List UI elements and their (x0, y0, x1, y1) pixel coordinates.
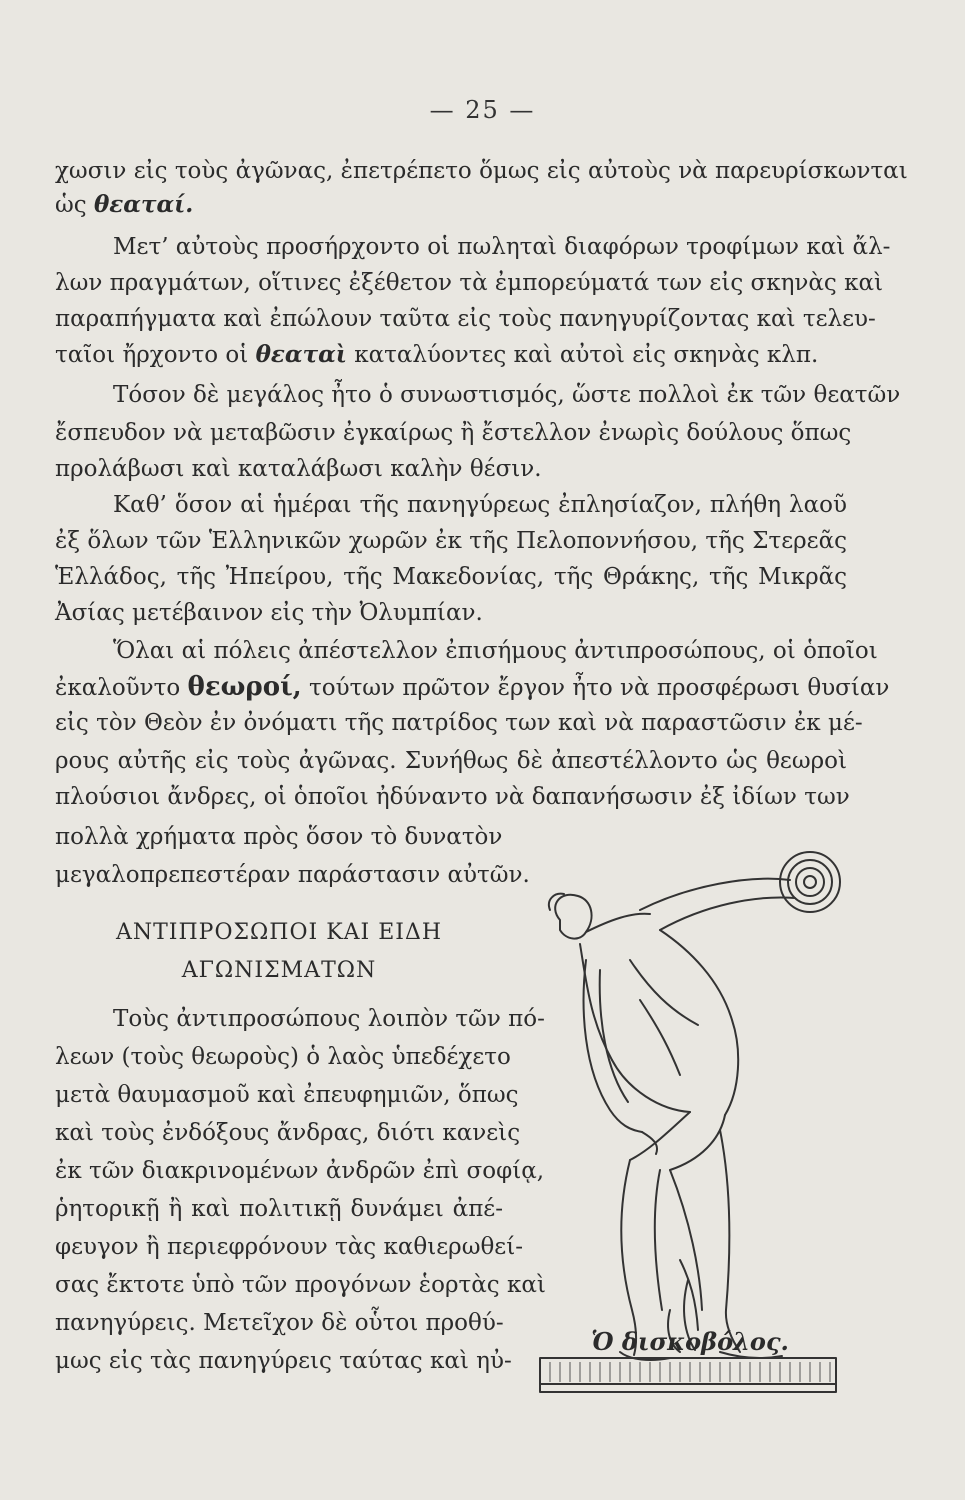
figure-caption: Ὁ δισκοβόλος. (591, 1327, 789, 1356)
text-line (55, 340, 847, 370)
discobolus-illustration (520, 840, 850, 1450)
text-line: πλούσιοι ἄνδρες, οἱ ὁποῖοι ἠδύναντο νὰ δαπανήσωσιν ἐξ ἰδίων των (55, 784, 850, 810)
text-line: ἔσπευδον νὰ μεταβῶσιν ἐγκαίρως ἢ ἔστελλον ἐνωρὶς δούλους ὅπως (55, 420, 852, 446)
text-line: μεγαλοπρεπεστέραν παράστασιν αὐτῶν. (55, 862, 530, 888)
text-line (55, 190, 847, 220)
text-line: Ὅλαι αἱ πόλεις ἀπέστελλον ἐπισήμους ἀντιπροσώπους, οἱ ὁποῖοι (113, 638, 878, 664)
text-line: ῥητορικῇ ἢ καὶ πολιτικῇ δυνάμει ἀπέ- (55, 1196, 503, 1222)
text-line: Ἀσίας μετέβαινον εἰς τὴν Ὀλυμπίαν. (55, 600, 483, 626)
page-number: — 25 — (429, 96, 536, 124)
text-fragment: τούτων πρῶτον ἔργον ἦτο νὰ προσφέρωσι θυσίαν (301, 675, 890, 701)
text-line: προλάβωσι καὶ καταλάβωσι καλὴν θέσιν. (55, 456, 542, 482)
text-fragment: καταλύοντες καὶ αὐτοὶ εἰς σκηνὰς κλπ. (346, 342, 819, 368)
text-fragment: ἐκαλοῦντο (55, 675, 188, 701)
text-line: σας ἔκτοτε ὑπὸ τῶν προγόνων ἑορτὰς καὶ (55, 1272, 546, 1298)
text-line: λων πραγμάτων, οἵτινες ἐξέθετον τὰ ἐμπορεύματά των εἰς σκηνὰς καὶ (55, 270, 884, 296)
emphasis-theatai: θεαταί. (93, 191, 194, 218)
text-line: λεων (τοὺς θεωροὺς) ὁ λαὸς ὑπεδέχετο (55, 1044, 511, 1070)
text-line: Καθ’ ὅσον αἱ ἡμέραι τῆς πανηγύρεως ἐπλησίαζον, πλήθη λαοῦ (113, 492, 847, 518)
text-line: παραπήγματα καὶ ἐπώλουν ταῦτα εἰς τοὺς πανηγυρίζοντας καὶ τελευ- (55, 306, 876, 332)
text-line: μως εἰς τὰς πανηγύρεις ταύτας καὶ ηὐ- (55, 1348, 512, 1374)
text-line: Τοὺς ἀντιπροσώπους λοιπὸν τῶν πό- (113, 1006, 545, 1032)
text-line: χωσιν εἰς τοὺς ἀγῶνας, ἐπετρέπετο ὅμως εἰς αὐτοὺς νὰ παρευρίσκωνται (55, 158, 908, 184)
text-line: πανηγύρεις. Μετεῖχον δὲ οὗτοι προθύ- (55, 1310, 504, 1336)
section-heading-line-1: ΑΝΤΙΠΡΟΣΩΠΟΙ ΚΑΙ ΕΙΔΗ (115, 920, 443, 945)
text-fragment: ὡς (55, 192, 94, 218)
text-line: μετὰ θαυμασμοῦ καὶ ἐπευφημιῶν, ὅπως (55, 1082, 519, 1108)
text-line: Μετ’ αὐτοὺς προσήρχοντο οἱ πωληταὶ διαφόρων τροφίμων καὶ ἄλ- (113, 234, 891, 260)
emphasis-theatai-2: θεαταὶ (255, 341, 347, 368)
text-line: ἐξ ὅλων τῶν Ἑλληνικῶν χωρῶν ἐκ τῆς Πελοποννήσου, τῆς Στερεᾶς (55, 528, 847, 554)
text-line: ἐκ τῶν διακρινομένων ἀνδρῶν ἐπὶ σοφίᾳ, (55, 1158, 545, 1184)
text-line: Τόσον δὲ μεγάλος ἦτο ὁ συνωστισμός, ὥστε πολλοὶ ἐκ τῶν θεατῶν (113, 382, 901, 408)
text-line (55, 672, 890, 703)
section-heading-line-2: ΑΓΩΝΙΣΜΑΤΩΝ (181, 958, 377, 983)
text-fragment: ταῖοι ἤρχοντο οἱ (55, 342, 256, 368)
text-line: ρους αὐτῆς εἰς τοὺς ἀγῶνας. Συνήθως δὲ ἀπεστέλλοντο ὡς θεωροὶ (55, 748, 847, 774)
text-line: εἰς τὸν Θεὸν ἐν ὀνόματι τῆς πατρίδος των καὶ νὰ παραστῶσιν ἐκ μέ- (55, 710, 863, 736)
text-line: Ἑλλάδος, τῆς Ἠπείρου, τῆς Μακεδονίας, τῆς Θράκης, τῆς Μικρᾶς (55, 564, 847, 590)
text-line: πολλὰ χρήματα πρὸς ὅσον τὸ δυνατὸν (55, 824, 503, 850)
text-line: καὶ τοὺς ἐνδόξους ἄνδρας, διότι κανεὶς (55, 1120, 521, 1146)
text-line: φευγον ἢ περιεφρόνουν τὰς καθιερωθεί- (55, 1234, 524, 1260)
emphasis-theoroi: θεωροί, (187, 672, 302, 702)
